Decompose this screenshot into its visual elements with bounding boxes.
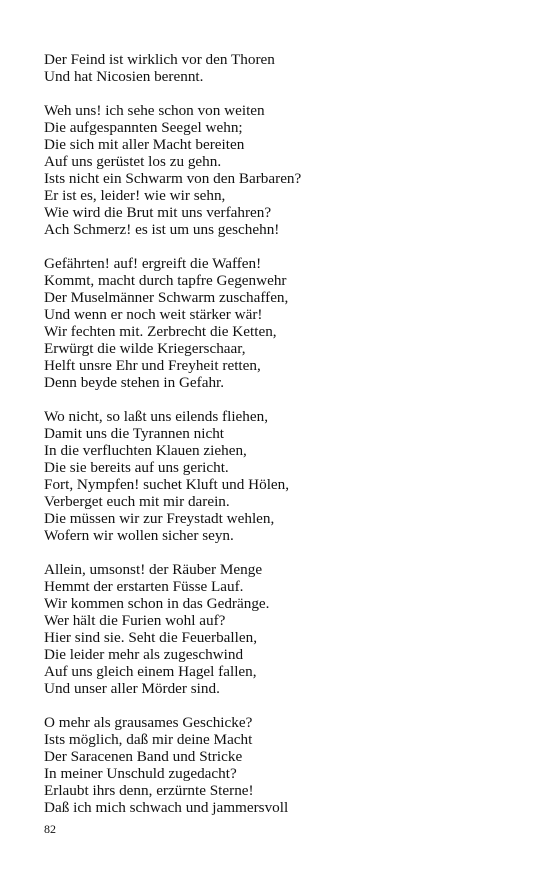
verse-line: Der Feind ist wirklich vor den Thoren [44,51,275,68]
verse-line: Die leider mehr als zugeschwind [44,646,244,663]
verse-line: Verberget euch mit mir darein. [44,493,230,510]
verse-line: Daß ich mich schwach und jammersvoll [44,799,289,816]
verse-line: Hier sind sie. Seht die Feuerballen, [44,629,257,646]
verse-line: In meiner Unschuld zugedacht? [44,765,237,782]
verse-line: Wir kommen schon in das Gedränge. [44,595,270,612]
poem-text [44,51,514,833]
verse-line: Die sie bereits auf uns gericht. [44,459,229,476]
stanza-6 [44,714,514,816]
verse-line: Helft unsre Ehr und Freyheit retten, [44,357,261,374]
verse-line: Gefährten! auf! ergreift die Waffen! [44,255,262,272]
verse-line: Er ist es, leider! wie wir sehn, [44,187,226,204]
verse-line: O mehr als grausames Geschicke? [44,714,253,731]
verse-line: In die verfluchten Klauen ziehen, [44,442,247,459]
stanza-2 [44,102,514,238]
verse-line: Weh uns! ich sehe schon von weiten [44,102,265,119]
verse-line: Auf uns gerüstet los zu gehn. [44,153,222,170]
verse-line: Wer hält die Furien wohl auf? [44,612,226,629]
verse-line: Die sich mit aller Macht bereiten [44,136,245,153]
verse-line: Allein, umsonst! der Räuber Menge [44,561,263,578]
verse-line: Und unser aller Mörder sind. [44,680,220,697]
verse-line: Erwürgt die wilde Kriegerschaar, [44,340,246,357]
verse-line: Und hat Nicosien berennt. [44,68,204,85]
verse-line: Und wenn er noch weit stärker wär! [44,306,263,323]
verse-line: Wir fechten mit. Zerbrecht die Ketten, [44,323,277,340]
verse-line: Hemmt der erstarten Füsse Lauf. [44,578,244,595]
verse-line: Damit uns die Tyrannen nicht [44,425,225,442]
verse-line: Der Muselmänner Schwarm zuschaffen, [44,289,289,306]
verse-line: Wo nicht, so laßt uns eilends fliehen, [44,408,269,425]
verse-line: Erlaubt ihrs denn, erzürnte Sterne! [44,782,254,799]
verse-line: Wie wird die Brut mit uns verfahren? [44,204,272,221]
verse-line: Fort, Nympfen! suchet Kluft und Hölen, [44,476,290,493]
verse-line: Denn beyde stehen in Gefahr. [44,374,225,391]
verse-line: Die aufgespannten Seegel wehn; [44,119,243,136]
verse-line: Ach Schmerz! es ist um uns geschehn! [44,221,280,238]
stanza-4 [44,408,514,544]
stanza-5 [44,561,514,697]
verse-line: Auf uns gleich einem Hagel fallen, [44,663,257,680]
verse-line: Kommt, macht durch tapfre Gegenwehr [44,272,287,289]
page-number: 82 [44,822,56,836]
verse-line: Die müssen wir zur Freystadt wehlen, [44,510,275,527]
stanza-1 [44,51,514,85]
verse-line: Ists nicht ein Schwarm von den Barbaren? [44,170,302,187]
verse-line: Ists möglich, daß mir deine Macht [44,731,253,748]
verse-line: Wofern wir wollen sicher seyn. [44,527,234,544]
stanza-3 [44,255,514,391]
verse-line: Der Saracenen Band und Stricke [44,748,243,765]
